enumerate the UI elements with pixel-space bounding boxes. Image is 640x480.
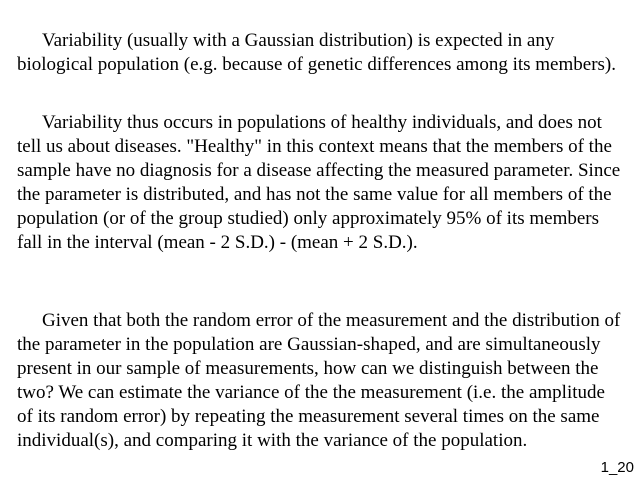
paragraph-healthy-population: Variability thus occurs in populations of healthy individuals, and does not tell us about diseases. "Healthy" in this context means that the members of the sample have no diagnosis for a disease affecting the measured parameter. Since the parameter is distributed, and has not the same value for all members of the population (or of the group studied) only approximately 95% of its members fall in the interval (mean - 2 S.D.) - (mean + 2 S.D.). (17, 112, 621, 253)
slide-number: 1_20 (600, 459, 634, 476)
paragraph-random-error: Given that both the random error of the measurement and the distribution of the parameter in the population are Gaussian-shaped, and are simultaneously present in our sample of measurements, how can we distinguish between the two? We can estimate the variance of the the measurement (i.e. the amplitude of its random error) by repeating the measurement several times on the same individual(s), and comparing it with the variance of the population. (17, 310, 621, 451)
paragraph-variability-intro: Variability (usually with a Gaussian distribution) is expected in any biological population (e.g. because of genetic differences among its members). (17, 30, 617, 75)
